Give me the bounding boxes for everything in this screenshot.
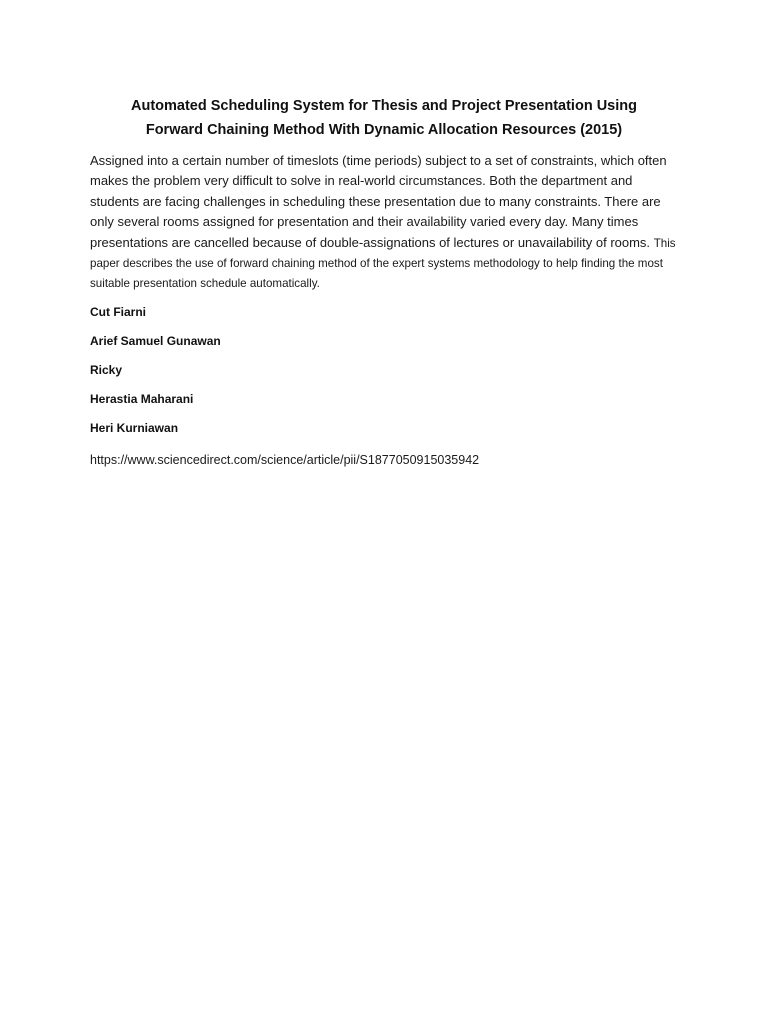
abstract-main-text: Assigned into a certain number of timeslots (time periods) subject to a set of constraints, which often makes the problem very difficult to solve in real-world circumstances. Both the department and students are facing challenges in scheduling these presentation due to many constraints. There are only several rooms assigned for presentation and their availability varied every day. Many times presentations are cancelled because of double-assignations of lectures or unavailability of rooms. [90, 153, 667, 250]
author-name: Cut Fiarni [90, 304, 146, 319]
document-title [90, 94, 678, 142]
title-line-1: Automated Scheduling System for Thesis and Project Presentation Using [131, 98, 637, 114]
abstract-tail-text: This paper describes the use of forward chaining method of the expert systems methodology to help finding the most suitable presentation schedule automatically. [90, 236, 676, 291]
author-name: Herastia Maharani [90, 391, 194, 406]
document-page [90, 94, 678, 469]
author-list [90, 304, 678, 436]
author-name: Ricky [90, 362, 123, 377]
title-line-2: Forward Chaining Method With Dynamic Allocation Resources (2015) [145, 122, 623, 138]
author-name: Heri Kurniawan [90, 420, 179, 435]
abstract-paragraph [90, 151, 678, 294]
author-name: Arief Samuel Gunawan [90, 333, 221, 348]
source-url[interactable]: https://www.sciencedirect.com/science/article/pii/S1877050915035942 [90, 452, 480, 467]
